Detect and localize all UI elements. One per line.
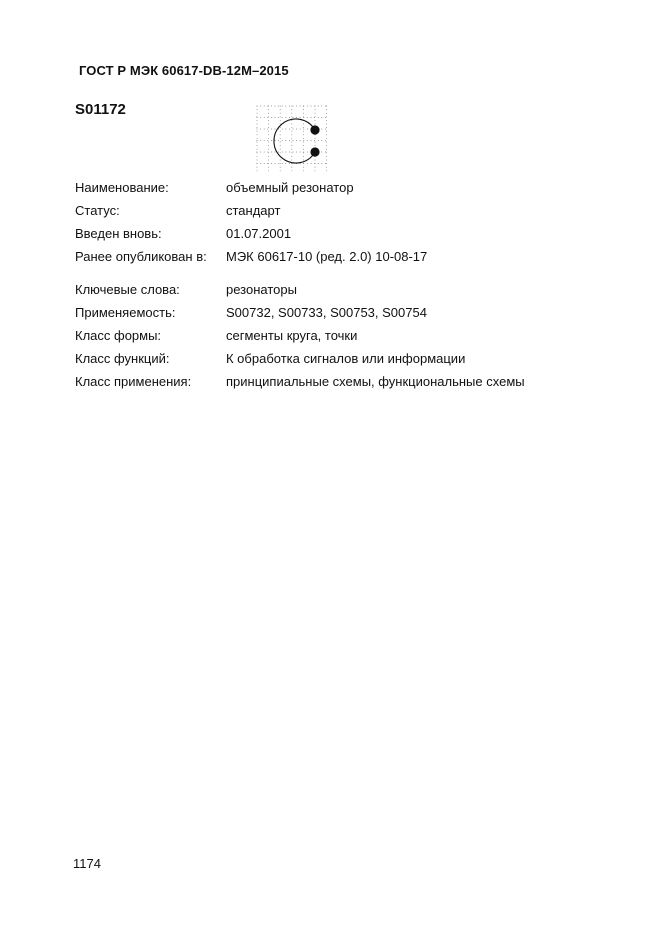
grid-dot	[268, 127, 269, 128]
grid-dot	[303, 170, 304, 171]
grid-dot	[315, 120, 316, 121]
grid-dot	[296, 129, 297, 130]
grid-dot	[326, 124, 327, 125]
field-value: К обработка сигналов или информации	[226, 351, 466, 366]
grid-dot	[275, 140, 276, 141]
grid-dot	[268, 106, 269, 107]
grid-dot	[282, 117, 283, 118]
grid-dot	[280, 149, 281, 150]
grid-dot	[315, 109, 316, 110]
cavity-resonator-symbol-icon	[253, 104, 329, 176]
field-row-applicability	[75, 305, 427, 321]
grid-dot	[311, 140, 312, 141]
field-value: S00732, S00733, S00753, S00754	[226, 305, 427, 320]
grid-dot	[303, 140, 304, 141]
page-number: 1174	[73, 856, 101, 871]
grid-dot	[303, 127, 304, 128]
grid-dot	[311, 163, 312, 164]
grid-dot	[311, 106, 312, 107]
grid-dot	[315, 163, 316, 164]
grid-dot	[271, 106, 272, 107]
grid-dot	[264, 152, 265, 153]
grid-dot	[296, 106, 297, 107]
grid-dot	[257, 167, 258, 168]
grid-dot	[326, 145, 327, 146]
grid-dot	[293, 106, 294, 107]
grid-dot	[268, 163, 269, 164]
grid-dot	[303, 129, 304, 130]
grid-dot	[326, 131, 327, 132]
field-label: Статус:	[75, 203, 120, 218]
grid-dot	[291, 109, 292, 110]
field-value: стандарт	[226, 203, 281, 218]
grid-dot	[280, 167, 281, 168]
grid-dot	[296, 117, 297, 118]
grid-dot	[278, 163, 279, 164]
field-value: МЭК 60617-10 (ред. 2.0) 10-08-17	[226, 249, 428, 264]
field-label: Наименование:	[75, 180, 169, 195]
grid-dot	[315, 113, 316, 114]
field-label: Класс применения:	[75, 374, 192, 389]
grid-dot	[268, 134, 269, 135]
grid-dot	[315, 142, 316, 143]
grid-dot	[267, 163, 268, 164]
grid-dot	[303, 149, 304, 150]
grid-dot	[326, 167, 327, 168]
grid-dot	[325, 163, 326, 164]
grid-dot	[289, 129, 290, 130]
field-row-introduced	[75, 226, 291, 242]
grid-dots	[257, 106, 328, 172]
field-row-previously-published	[75, 249, 427, 265]
grid-dot	[300, 140, 301, 141]
grid-dot	[321, 106, 322, 107]
grid-dot	[268, 142, 269, 143]
grid-dot	[303, 160, 304, 161]
grid-dot	[280, 113, 281, 114]
grid-dot	[291, 106, 292, 107]
field-value: сегменты круга, точки	[226, 328, 358, 343]
grid-dot	[267, 106, 268, 107]
grid-dot	[280, 131, 281, 132]
grid-dot	[260, 152, 261, 153]
field-label: Применяемость:	[75, 305, 176, 320]
grid-dot	[280, 142, 281, 143]
grid-dot	[315, 106, 316, 107]
grid-dot	[289, 117, 290, 118]
grid-dot	[257, 163, 258, 164]
grid-dot	[268, 116, 269, 117]
grid-dot	[303, 131, 304, 132]
field-label: Введен вновь:	[75, 226, 162, 241]
grid-dot	[326, 160, 327, 161]
grid-dot	[326, 134, 327, 135]
grid-dot	[289, 163, 290, 164]
grid-dot	[257, 131, 258, 132]
grid-dot	[289, 152, 290, 153]
grid-dot	[291, 170, 292, 171]
field-row-application-class	[75, 374, 525, 390]
grid-dot	[289, 106, 290, 107]
grid-dot	[318, 106, 319, 107]
grid-dot	[268, 170, 269, 171]
grid-dot	[280, 145, 281, 146]
grid-dot	[321, 140, 322, 141]
grid-dot	[268, 124, 269, 125]
grid-dot	[257, 170, 258, 171]
field-value: 01.07.2001	[226, 226, 292, 241]
grid-dot	[280, 116, 281, 117]
field-label: Ключевые слова:	[75, 282, 180, 297]
grid-dot	[264, 117, 265, 118]
grid-dot	[291, 160, 292, 161]
grid-dot	[318, 140, 319, 141]
grid-dot	[291, 131, 292, 132]
grid-dot	[326, 163, 327, 164]
grid-dot	[300, 117, 301, 118]
grid-dot	[291, 134, 292, 135]
grid-dot	[285, 163, 286, 164]
grid-dot	[291, 152, 292, 153]
grid-dot	[280, 124, 281, 125]
field-label: Класс функций:	[75, 351, 170, 366]
field-value: принципиальные схемы, функциональные схемы	[226, 374, 525, 389]
grid-dot	[315, 167, 316, 168]
grid-dot	[267, 117, 268, 118]
grid-dot	[280, 138, 281, 139]
grid-dot	[264, 163, 265, 164]
field-label: Класс формы:	[75, 328, 162, 343]
grid-dot	[289, 140, 290, 141]
grid-dot	[285, 152, 286, 153]
grid-dot	[293, 152, 294, 153]
grid-dot	[257, 113, 258, 114]
grid-dot	[326, 106, 327, 107]
grid-dot	[264, 106, 265, 107]
field-label: Ранее опубликован в:	[75, 249, 207, 264]
grid-dot	[307, 117, 308, 118]
grid-dot	[257, 106, 258, 107]
grid-dot	[285, 106, 286, 107]
field-row-name	[75, 180, 354, 196]
grid-dot	[293, 117, 294, 118]
grid-dot	[257, 156, 258, 157]
grid-dot	[257, 120, 258, 121]
grid-dot	[282, 163, 283, 164]
grid-dot	[257, 145, 258, 146]
grid-dot	[291, 116, 292, 117]
grid-dot	[275, 152, 276, 153]
grid-dot	[307, 163, 308, 164]
grid-dot	[260, 117, 261, 118]
grid-dot	[303, 138, 304, 139]
grid-dot	[291, 167, 292, 168]
resonator-dot-lower	[310, 147, 319, 156]
grid-dot	[257, 152, 258, 153]
grid-dot	[303, 124, 304, 125]
grid-dot	[271, 163, 272, 164]
grid-dot	[257, 140, 258, 141]
grid-dot	[275, 117, 276, 118]
grid-dot	[285, 140, 286, 141]
grid-dot	[280, 152, 281, 153]
field-row-keywords	[75, 282, 297, 298]
grid-dot	[278, 140, 279, 141]
grid-dot	[291, 124, 292, 125]
grid-dot	[257, 142, 258, 143]
grid-dot	[282, 152, 283, 153]
grid-dot	[325, 117, 326, 118]
grid-dot	[291, 138, 292, 139]
grid-dot	[282, 140, 283, 141]
grid-dot	[315, 138, 316, 139]
grid-dot	[257, 149, 258, 150]
grid-dot	[268, 149, 269, 150]
grid-dot	[278, 152, 279, 153]
grid-dot	[291, 145, 292, 146]
grid-dot	[271, 129, 272, 130]
grid-dot	[271, 140, 272, 141]
grid-dot	[291, 127, 292, 128]
grid-dot	[257, 134, 258, 135]
grid-dot	[300, 129, 301, 130]
grid-dot	[257, 116, 258, 117]
grid-dot	[260, 140, 261, 141]
grid-dot	[296, 140, 297, 141]
grid-dot	[280, 109, 281, 110]
grid-dot	[321, 129, 322, 130]
grid-dot	[275, 163, 276, 164]
grid-dot	[257, 109, 258, 110]
grid-dot	[257, 129, 258, 130]
grid-dot	[280, 160, 281, 161]
grid-dot	[275, 129, 276, 130]
grid-dot	[260, 163, 261, 164]
grid-dot	[326, 120, 327, 121]
grid-dot	[300, 106, 301, 107]
grid-dot	[280, 127, 281, 128]
grid-dot	[321, 163, 322, 164]
grid-dot	[311, 117, 312, 118]
grid-dot	[264, 129, 265, 130]
grid-dot	[307, 106, 308, 107]
grid-dot	[257, 124, 258, 125]
grid-dot	[268, 131, 269, 132]
grid-dot	[303, 134, 304, 135]
grid-dot	[326, 138, 327, 139]
grid-dot	[303, 113, 304, 114]
grid-dot	[257, 127, 258, 128]
grid-dot	[268, 152, 269, 153]
grid-dot	[291, 149, 292, 150]
grid-dot	[268, 109, 269, 110]
grid-dot	[268, 167, 269, 168]
grid-dot	[314, 140, 315, 141]
grid-dot	[307, 129, 308, 130]
field-row-status	[75, 203, 280, 219]
grid-dot	[268, 156, 269, 157]
grid-dot	[280, 134, 281, 135]
grid-dot	[267, 140, 268, 141]
grid-dot	[326, 127, 327, 128]
grid-dot	[303, 109, 304, 110]
field-row-function-class	[75, 351, 465, 367]
grid-dot	[326, 152, 327, 153]
grid-dot	[257, 160, 258, 161]
grid-dot	[326, 116, 327, 117]
grid-dot	[300, 152, 301, 153]
grid-dot	[267, 152, 268, 153]
grid-dot	[326, 113, 327, 114]
grid-dot	[315, 170, 316, 171]
grid-dot	[303, 167, 304, 168]
grid-dot	[268, 160, 269, 161]
grid-dot	[280, 170, 281, 171]
grid-dot	[268, 120, 269, 121]
grid-dot	[321, 117, 322, 118]
grid-dot	[325, 152, 326, 153]
field-row-shape-class	[75, 328, 357, 344]
resonator-dot-upper	[310, 125, 319, 134]
grid-dot	[268, 145, 269, 146]
grid-dot	[257, 138, 258, 139]
document-header: ГОСТ Р МЭК 60617-DB-12M–2015	[79, 63, 289, 78]
grid-dot	[318, 117, 319, 118]
grid-dot	[257, 152, 258, 153]
grid-dot	[296, 152, 297, 153]
grid-dot	[293, 129, 294, 130]
grid-dot	[303, 152, 304, 153]
grid-dot	[325, 129, 326, 130]
grid-dot	[271, 152, 272, 153]
grid-dot	[280, 163, 281, 164]
field-value: резонаторы	[226, 282, 297, 297]
grid-dot	[303, 116, 304, 117]
symbol-code: S01172	[75, 101, 126, 118]
grid-dot	[260, 106, 261, 107]
resonator-arc	[274, 119, 315, 163]
grid-dot	[282, 106, 283, 107]
grid-dot	[264, 140, 265, 141]
grid-dot	[285, 129, 286, 130]
grid-dot	[303, 145, 304, 146]
grid-dot	[303, 163, 304, 164]
grid-dot	[291, 156, 292, 157]
grid-dot	[325, 106, 326, 107]
grid-dot	[271, 117, 272, 118]
grid-dot	[318, 163, 319, 164]
grid-dot	[326, 149, 327, 150]
field-value: объемный резонатор	[226, 180, 354, 195]
grid-dot	[291, 142, 292, 143]
grid-dot	[291, 120, 292, 121]
grid-dot	[268, 138, 269, 139]
grid-dot	[307, 152, 308, 153]
grid-dot	[315, 145, 316, 146]
grid-dot	[326, 156, 327, 157]
grid-dot	[303, 106, 304, 107]
grid-dot	[315, 116, 316, 117]
grid-dot	[282, 129, 283, 130]
grid-dot	[278, 106, 279, 107]
grid-dot	[280, 106, 281, 107]
grid-dot	[285, 117, 286, 118]
grid-dot	[303, 156, 304, 157]
grid-dot	[278, 117, 279, 118]
grid-dot	[325, 140, 326, 141]
grid-dot	[293, 140, 294, 141]
grid-dot	[315, 124, 316, 125]
grid-dot	[303, 152, 304, 153]
grid-dot	[326, 142, 327, 143]
grid-dot	[275, 106, 276, 107]
grid-dot	[260, 129, 261, 130]
grid-dot	[280, 120, 281, 121]
grid-dot	[268, 113, 269, 114]
grid-dot	[315, 160, 316, 161]
grid-dot	[326, 109, 327, 110]
grid-dot	[291, 113, 292, 114]
grid-dot	[321, 152, 322, 153]
grid-dot	[303, 142, 304, 143]
grid-dot	[326, 170, 327, 171]
grid-dot	[307, 140, 308, 141]
grid-dot	[267, 129, 268, 130]
